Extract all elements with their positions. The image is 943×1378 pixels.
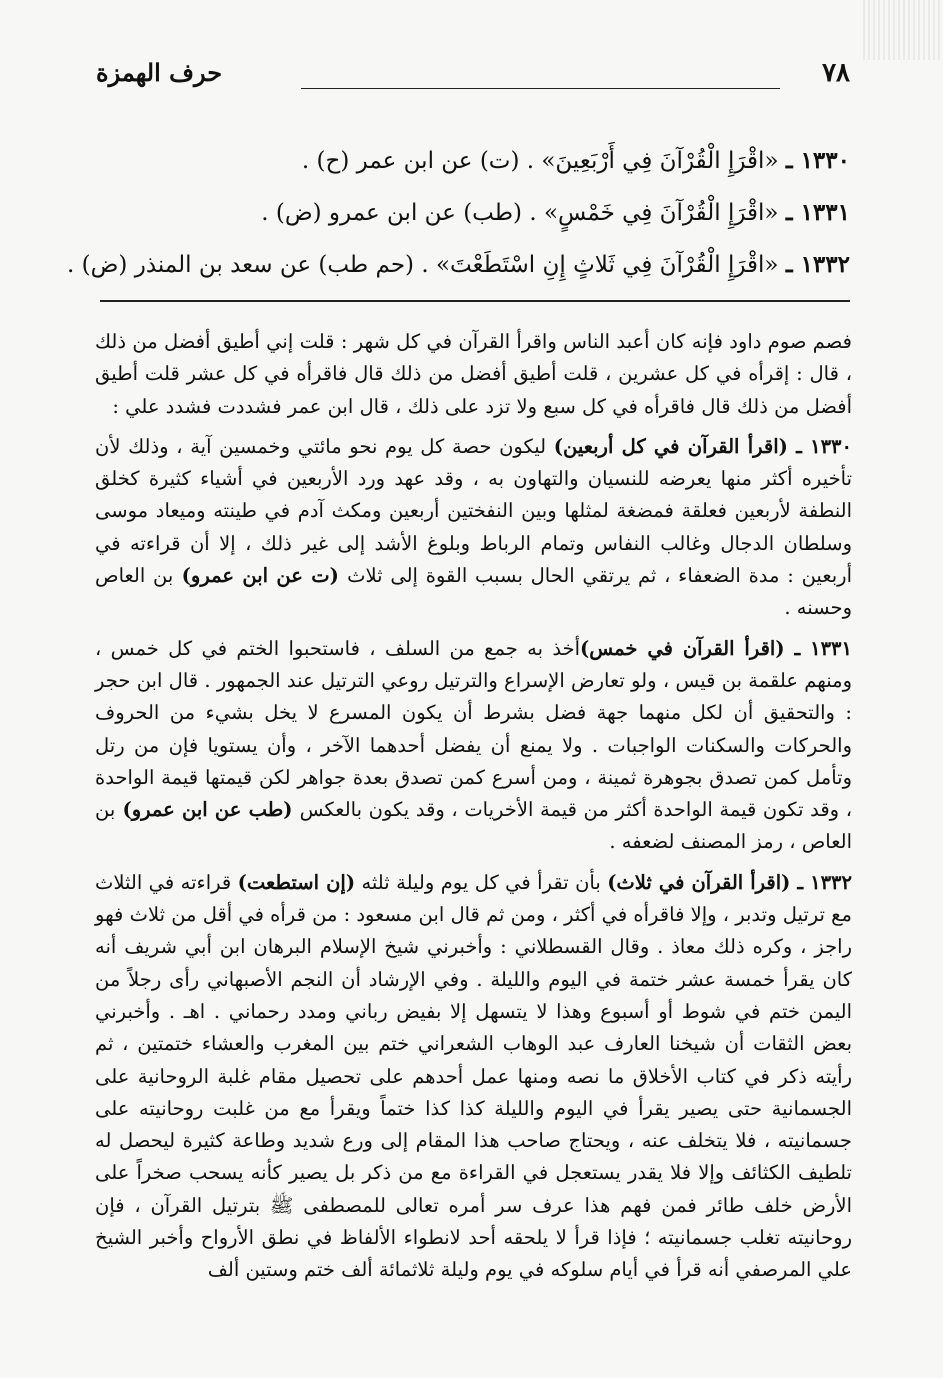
paragraph-text: بن العاص وحسنه . — [95, 564, 852, 620]
page-header — [96, 58, 850, 98]
hadith-list — [67, 135, 850, 291]
commentary-paragraph — [95, 867, 852, 1287]
page-number: ٧٨ — [822, 58, 850, 88]
commentary-paragraph — [95, 431, 852, 625]
commentary — [95, 326, 852, 1295]
paragraph-lead: ١٣٣٢ ـ (اقرأ القرآن في ثلاث) — [607, 870, 852, 894]
paragraph-text: فصم صوم داود فإنه كان أعبد الناس واقرأ القرآن في كل شهر : قلت إني أطيق أفضل من ذلك ، قال : إقرأه في كل عشرين ، قلت أطيق أفضل من ذلك قال فاقرأه في كل عشر قلت أطيق أفضل من ذلك قال فاقرأه في كل سبع ولا تزد على ذلك ، قال ابن عمر فشددت فشدد علي : — [95, 330, 852, 418]
running-title: حرف الهمزة — [96, 58, 223, 87]
commentary-paragraph — [95, 326, 852, 423]
paragraph-text: ليكون حصة كل يوم نحو مائتي وخمسين آية ، وذلك لأن تأخيره أكثر منها يعرضه للنسيان والتهاون به ، وقد عهد ورد الأربعين في أشياء كثيرة كخلق النطفة لأربعين فعلقة فمضغة لمثلها وبين النفختين أربعين ومكث آدم في طينته وميعاد موسى وسلطان الدجال وغالب النفاس وتمام الرباط وبلوغ الأشد إلى غير ذلك ، إلا أن قراءته في أربعين : مدة الضعفاء ، ثم يرتقي الحال بسبب القوة إلى ثلاث — [95, 434, 852, 588]
hadith-item — [100, 187, 850, 239]
paragraph-lead: ١٣٣١ ـ (اقرأ القرآن في خمس) — [580, 636, 852, 660]
paragraph-lead: ١٣٣٠ ـ (اقرأ القرآن في كل أربعين) — [553, 434, 852, 458]
hadith-number: ١٣٣٠ ـ — [785, 147, 850, 174]
source-citation: (طب عن ابن عمرو) — [115, 798, 300, 822]
hadith-item — [67, 239, 850, 291]
scan-artifact — [863, 0, 943, 60]
paragraph-text: بأن تقرأ في كل يوم وليلة ثلثه — [355, 870, 608, 894]
paragraph-text: أخذ به جمع من السلف ، فاستحبوا الختم في كل خمس ، ومنهم علقمة بن قيس ، ولو تعارض الإسراع والترتيل روعي الترتيل عند الجمهور . قال ابن حجر : والتحقيق أن لكل منهما جهة فضل بشرط أن يكون المسرع لا يخل بشيء من الحروف والحركات والسكنات الواجبات . ولا يمنع أن يفضل أحدهما الآخر ، وأن يستويا فإن من رتل وتأمل كمن تصدق بجوهرة ثمينة ، ومن أسرع كمن تصدق بعدة جواهر لكن قيمتها قيمة الواحدة ، وقد تكون قيمة الواحدة أكثر من قيمة الأخريات ، وقد يكون بالعكس — [95, 636, 852, 822]
hadith-text: «اقْرَإِ الْقُرْآنَ فِي أَرْبَعِينَ» . (ت) عن ابن عمر (ح) . — [301, 148, 779, 174]
hadith-text: «اقْرَإِ الْقُرْآنَ فِي خَمْسٍ» . (طب) عن ابن عمرو (ض) . — [261, 200, 779, 226]
source-citation: (ت عن ابن عمرو) — [173, 564, 348, 588]
hadith-text: «اقْرَإِ الْقُرْآنَ فِي ثَلاثٍ إِنِ اسْتَطَعْتَ» . (حم طب) عن سعد بن المنذر (ض) . — [67, 252, 779, 278]
hadith-number: ١٣٣٢ ـ — [785, 251, 850, 278]
section-divider — [100, 300, 850, 302]
paragraph-text: بن العاص ، رمز المصنف لضعفه . — [95, 798, 852, 854]
source-citation: (إن استطعت) — [237, 870, 356, 894]
hadith-number: ١٣٣١ ـ — [785, 199, 850, 226]
paragraph-text: قراءته في الثلاث مع ترتيل وتدبر ، وإلا فاقرأه في أكثر ، ومن ثم قال ابن مسعود : من قرأه في أقل من ثلاث فهو راجز ، وكره ذلك معاذ . وقال القسطلاني : وأخبرني شيخ الإسلام البرهان ابن أبي شريف أنه كان يقرأ خمسة عشر ختمة في اليوم والليلة . وفي الإرشاد أن النجم الأصبهاني رأى رجلاً من اليمن ختم في شوط أو أسبوع وهذا لا يتسهل إلا بفيض رباني ومدد رحماني . اهـ . وأخبرني بعض الثقات أن شيخنا العارف عبد الوهاب الشعراني ختم بين المغرب والعشاء ختمتين ، ثم رأيته ذكر في كتاب الأخلاق ما نصه ومنها عمل أحدهم على تحصيل مقام غلبة الروحانية على الجسمانية حتى يصير يقرأ في اليوم والليلة كذا كذا ختماً ويقرأ مع من غلبت روحانيته على جسمانيته ، فلا يتخلف عنه ، ويحتاج صاحب هذا المقام إلى ورع شديد وطاعة كثيرة ليحصل له تلطيف الكثائف وإلا فلا يقدر يستعجل في القراءة مع من ذكر بل يصير كأنه يسحب صخراً على الأرض خلف طائر فمن فهم هذا عرف سر أمره تعالى للمصطفى ﷺ بترتيل القرآن ، فإن روحانيته تغلب جسمانيته ؛ فإذا قرأ لا يلحقه أحد لانطواء الألفاظ في نطق الأرواح وأخبر الشيخ علي المرصفي أنه قرأ في أيام سلوكه في يوم وليلة ثلاثمائة ألف ختم وستين ألف — [95, 870, 852, 1282]
header-rule — [301, 88, 780, 89]
commentary-paragraph — [95, 633, 852, 859]
hadith-item — [100, 135, 850, 187]
